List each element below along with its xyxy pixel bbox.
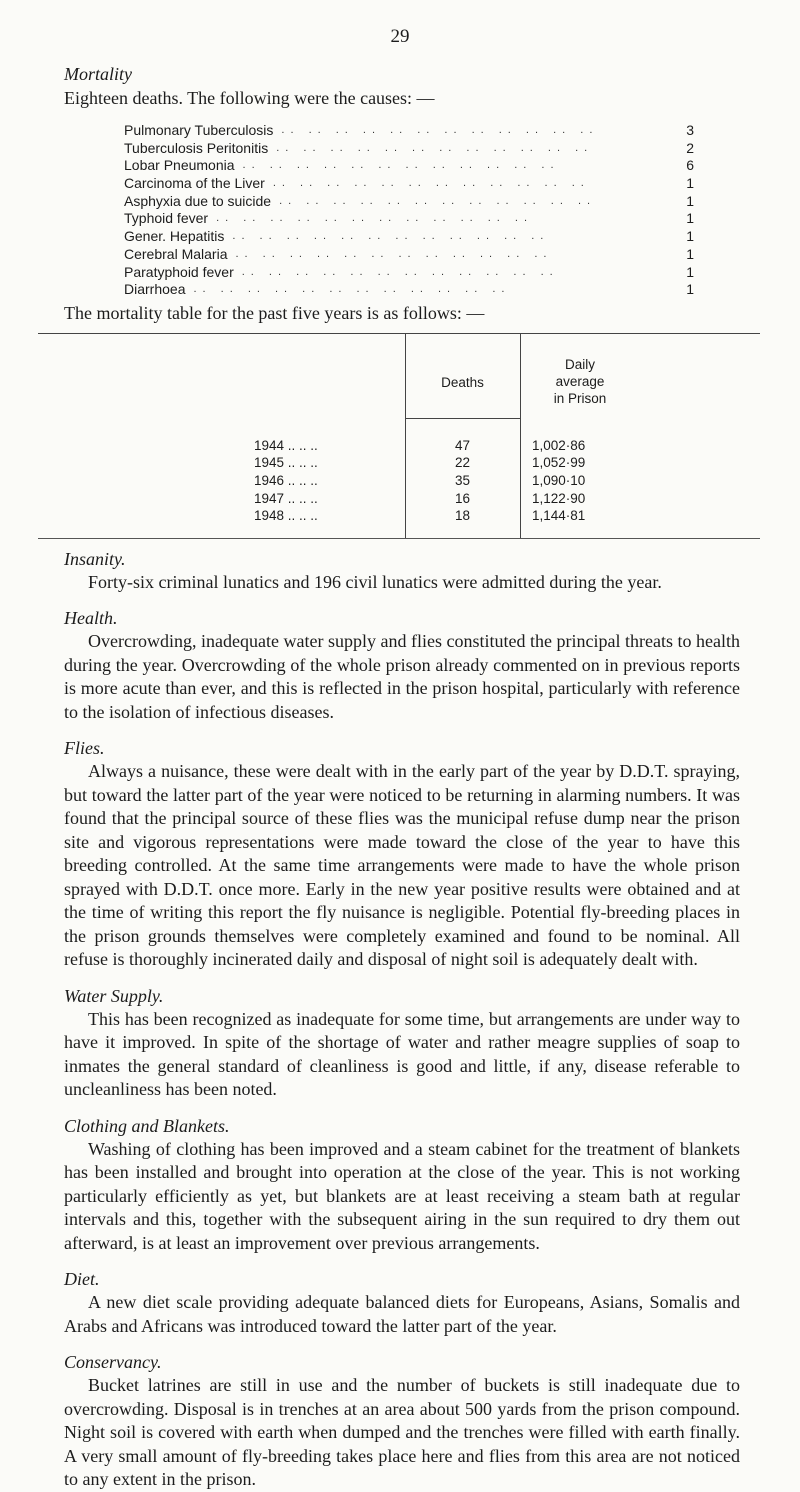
leader-dots: .. .. .. .. .. .. .. .. .. .. .. .. xyxy=(276,141,594,154)
cause-name: Diarrhoea xyxy=(124,281,186,298)
diet-title: Diet. xyxy=(64,1269,100,1290)
cause-count: 1 xyxy=(686,245,694,262)
flies-text: Always a nuisance, these were dealt with in the early part of the year by D.D.T. spraying, but toward the latter part of the year were noticed to be returning in alarming numbers. It was found that the principal source of these flies was the municipal refuse dump near the prison site and vigorous representations were made toward the close of the year to have this breeding controlled. At the same time arrangements were made to have the whole prison sprayed with D.D.T. once more. Early in the new year positive results were obtained and at the time of writing this report the fly nuisance is negligible. Potential fly-breeding places in the prison grounds themselves were completely examined and found to be nominal. All refuse is thoroughly incinerated daily and disposal of night soil is adequately dealt with. xyxy=(64,761,740,970)
cause-name: Asphyxia due to suicide xyxy=(124,192,272,209)
leader-dots: .. .. .. .. .. .. .. .. .. .. .. .. xyxy=(241,265,559,278)
leader-dots: .. .. .. xyxy=(284,455,318,471)
daily-average-cell: 1,002·86 xyxy=(532,437,586,453)
leader-dots: .. .. .. xyxy=(284,508,318,524)
year-cell xyxy=(254,472,404,490)
flies-section xyxy=(64,736,740,972)
table-row xyxy=(0,472,800,490)
clothing-text: Washing of clothing has been improved and a steam cabinet for the treatment of blankets has been installed and brought into operation at the close of the year. This is not working particularly efficiently as yet, but blankets are at least receiving a steam bath at regular intervals and this, together with the subsequent airing in the sun required to dry them out afterward, is at least an improvement over previous arrangements. xyxy=(64,1138,740,1253)
leader-dots: .. .. .. .. .. .. .. .. .. .. .. .. xyxy=(279,194,597,207)
deaths-cell: 22 xyxy=(454,455,471,471)
cause-count: 1 xyxy=(686,175,694,192)
cause-row xyxy=(124,175,694,193)
cause-name: Carcinoma of the Liver xyxy=(124,175,265,192)
leader-dots: .. .. .. .. .. .. .. .. .. .. .. .. xyxy=(232,230,550,243)
cause-row xyxy=(124,210,694,228)
insanity-title: Insanity. xyxy=(64,548,126,569)
water-supply-text: This has been recognized as inadequate for some time, but arrangements are under way to have it improved. In spite of the shortage of water and rather meagre supplies of soap to inmates the general standard of cleanliness is good and little, if any, disease referable to uncleanliness has been noted. xyxy=(64,1008,740,1100)
daily-average-cell: 1,122·90 xyxy=(532,490,586,506)
table-row xyxy=(0,507,800,525)
mortality-table xyxy=(0,333,800,539)
table-top-rule xyxy=(38,333,760,334)
clothing-section xyxy=(64,1114,740,1256)
cause-name: Gener. Hepatitis xyxy=(124,228,225,245)
header-avg-line3: in Prison xyxy=(553,390,607,406)
cause-row xyxy=(124,228,694,246)
cause-count: 1 xyxy=(686,263,694,280)
cause-row xyxy=(124,122,694,140)
insanity-section xyxy=(64,547,740,595)
cause-count: 1 xyxy=(686,210,694,227)
year-cell xyxy=(254,454,404,472)
leader-dots: .. .. .. xyxy=(284,490,318,506)
year-value: 1946 xyxy=(254,473,285,489)
cause-count: 3 xyxy=(686,122,694,138)
leader-dots: .. .. .. .. .. .. .. .. .. .. .. .. xyxy=(272,177,590,190)
cause-row xyxy=(124,193,694,211)
header-daily-average xyxy=(520,356,640,407)
cause-row xyxy=(124,281,694,299)
header-avg-line1: Daily xyxy=(564,356,595,372)
table-body xyxy=(0,437,800,525)
table-bottom-rule xyxy=(38,538,760,539)
conservancy-text: Bucket latrines are still in use and the number of buckets is still inadequate due to overcrowding. Disposal is in trenches at an area about 500 yards from the prison compound. Night soil is covered with earth when dumped and the trenches were filled with earth finally. A very small amount of fly-breeding takes place here and flies from this area are not noticed to any extent in the prison. xyxy=(64,1375,740,1490)
diet-section xyxy=(64,1267,740,1338)
cause-row xyxy=(124,264,694,282)
year-value: 1945 xyxy=(254,455,285,471)
cause-name: Pulmonary Tuberculosis xyxy=(124,122,274,138)
health-text: Overcrowding, inadequate water supply and flies constituted the principal threats to health during the year. Overcrowding of the whole prison already commented on in previous reports is more acute than ever, and this is reflected in the prison hospital, particularly with reference to the isolation of infectious diseases. xyxy=(64,631,740,722)
daily-average-cell: 1,144·81 xyxy=(532,508,586,524)
conservancy-title: Conservancy. xyxy=(64,1352,162,1373)
cause-name: Tuberculosis Peritonitis xyxy=(124,139,269,156)
deaths-cell: 35 xyxy=(454,473,471,489)
leader-dots: .. .. .. .. .. .. .. .. .. .. .. .. xyxy=(281,124,599,136)
table-header-rule xyxy=(405,418,520,419)
leader-dots: .. .. .. xyxy=(284,473,318,489)
cause-row xyxy=(124,140,694,158)
year-value: 1948 xyxy=(254,508,285,524)
cause-name: Typhoid fever xyxy=(124,210,209,227)
table-row xyxy=(0,454,800,472)
page-content xyxy=(64,62,740,1492)
year-value: 1947 xyxy=(254,490,285,506)
leader-dots: .. .. .. .. .. .. .. .. .. .. .. .. xyxy=(216,212,534,225)
causes-list xyxy=(124,122,694,299)
diet-text: A new diet scale providing adequate balanced diets for Europeans, Asians, Somalis and Arabs and Africans was introduced toward the latter part of the year. xyxy=(64,1292,740,1336)
header-avg-line2: average xyxy=(555,373,605,389)
daily-average-cell: 1,052·99 xyxy=(532,455,586,471)
cause-count: 1 xyxy=(686,228,694,245)
mortality-title: Mortality xyxy=(64,64,132,84)
cause-row xyxy=(124,157,694,175)
table-row xyxy=(0,437,800,455)
deaths-cell: 16 xyxy=(454,490,471,506)
leader-dots: .. .. .. xyxy=(284,437,318,453)
header-deaths: Deaths xyxy=(441,374,484,390)
water-supply-section xyxy=(64,984,740,1102)
daily-average-cell: 1,090·10 xyxy=(532,473,586,489)
health-section xyxy=(64,606,740,724)
health-title: Health. xyxy=(64,608,118,629)
leader-dots: .. .. .. .. .. .. .. .. .. .. .. .. xyxy=(242,159,560,172)
cause-count: 1 xyxy=(686,281,694,298)
clothing-title: Clothing and Blankets. xyxy=(64,1115,230,1136)
year-cell xyxy=(254,507,404,525)
cause-count: 2 xyxy=(686,139,694,156)
page-number: 29 xyxy=(390,26,410,47)
table-row xyxy=(0,490,800,508)
flies-title: Flies. xyxy=(64,738,105,759)
conservancy-section xyxy=(64,1350,740,1492)
cause-name: Paratyphoid fever xyxy=(124,263,234,280)
year-cell xyxy=(254,490,404,508)
leader-dots: .. .. .. .. .. .. .. .. .. .. .. .. xyxy=(235,247,553,260)
cause-name: Lobar Pneumonia xyxy=(124,157,235,174)
mortality-table-intro: The mortality table for the past five years is as follows: — xyxy=(64,302,485,323)
year-value: 1944 xyxy=(254,437,285,453)
deaths-cell: 47 xyxy=(454,437,471,453)
water-supply-title: Water Supply. xyxy=(64,985,164,1006)
leader-dots: .. .. .. .. .. .. .. .. .. .. .. .. xyxy=(193,283,511,296)
insanity-text: Forty-six criminal lunatics and 196 civil lunatics were admitted during the year. xyxy=(88,571,662,592)
year-cell xyxy=(254,437,404,455)
cause-count: 1 xyxy=(686,192,694,209)
cause-name: Cerebral Malaria xyxy=(124,245,228,262)
cause-count: 6 xyxy=(686,157,694,174)
deaths-cell: 18 xyxy=(454,508,471,524)
cause-row xyxy=(124,246,694,264)
mortality-intro: Eighteen deaths. The following were the causes: — xyxy=(64,88,435,108)
